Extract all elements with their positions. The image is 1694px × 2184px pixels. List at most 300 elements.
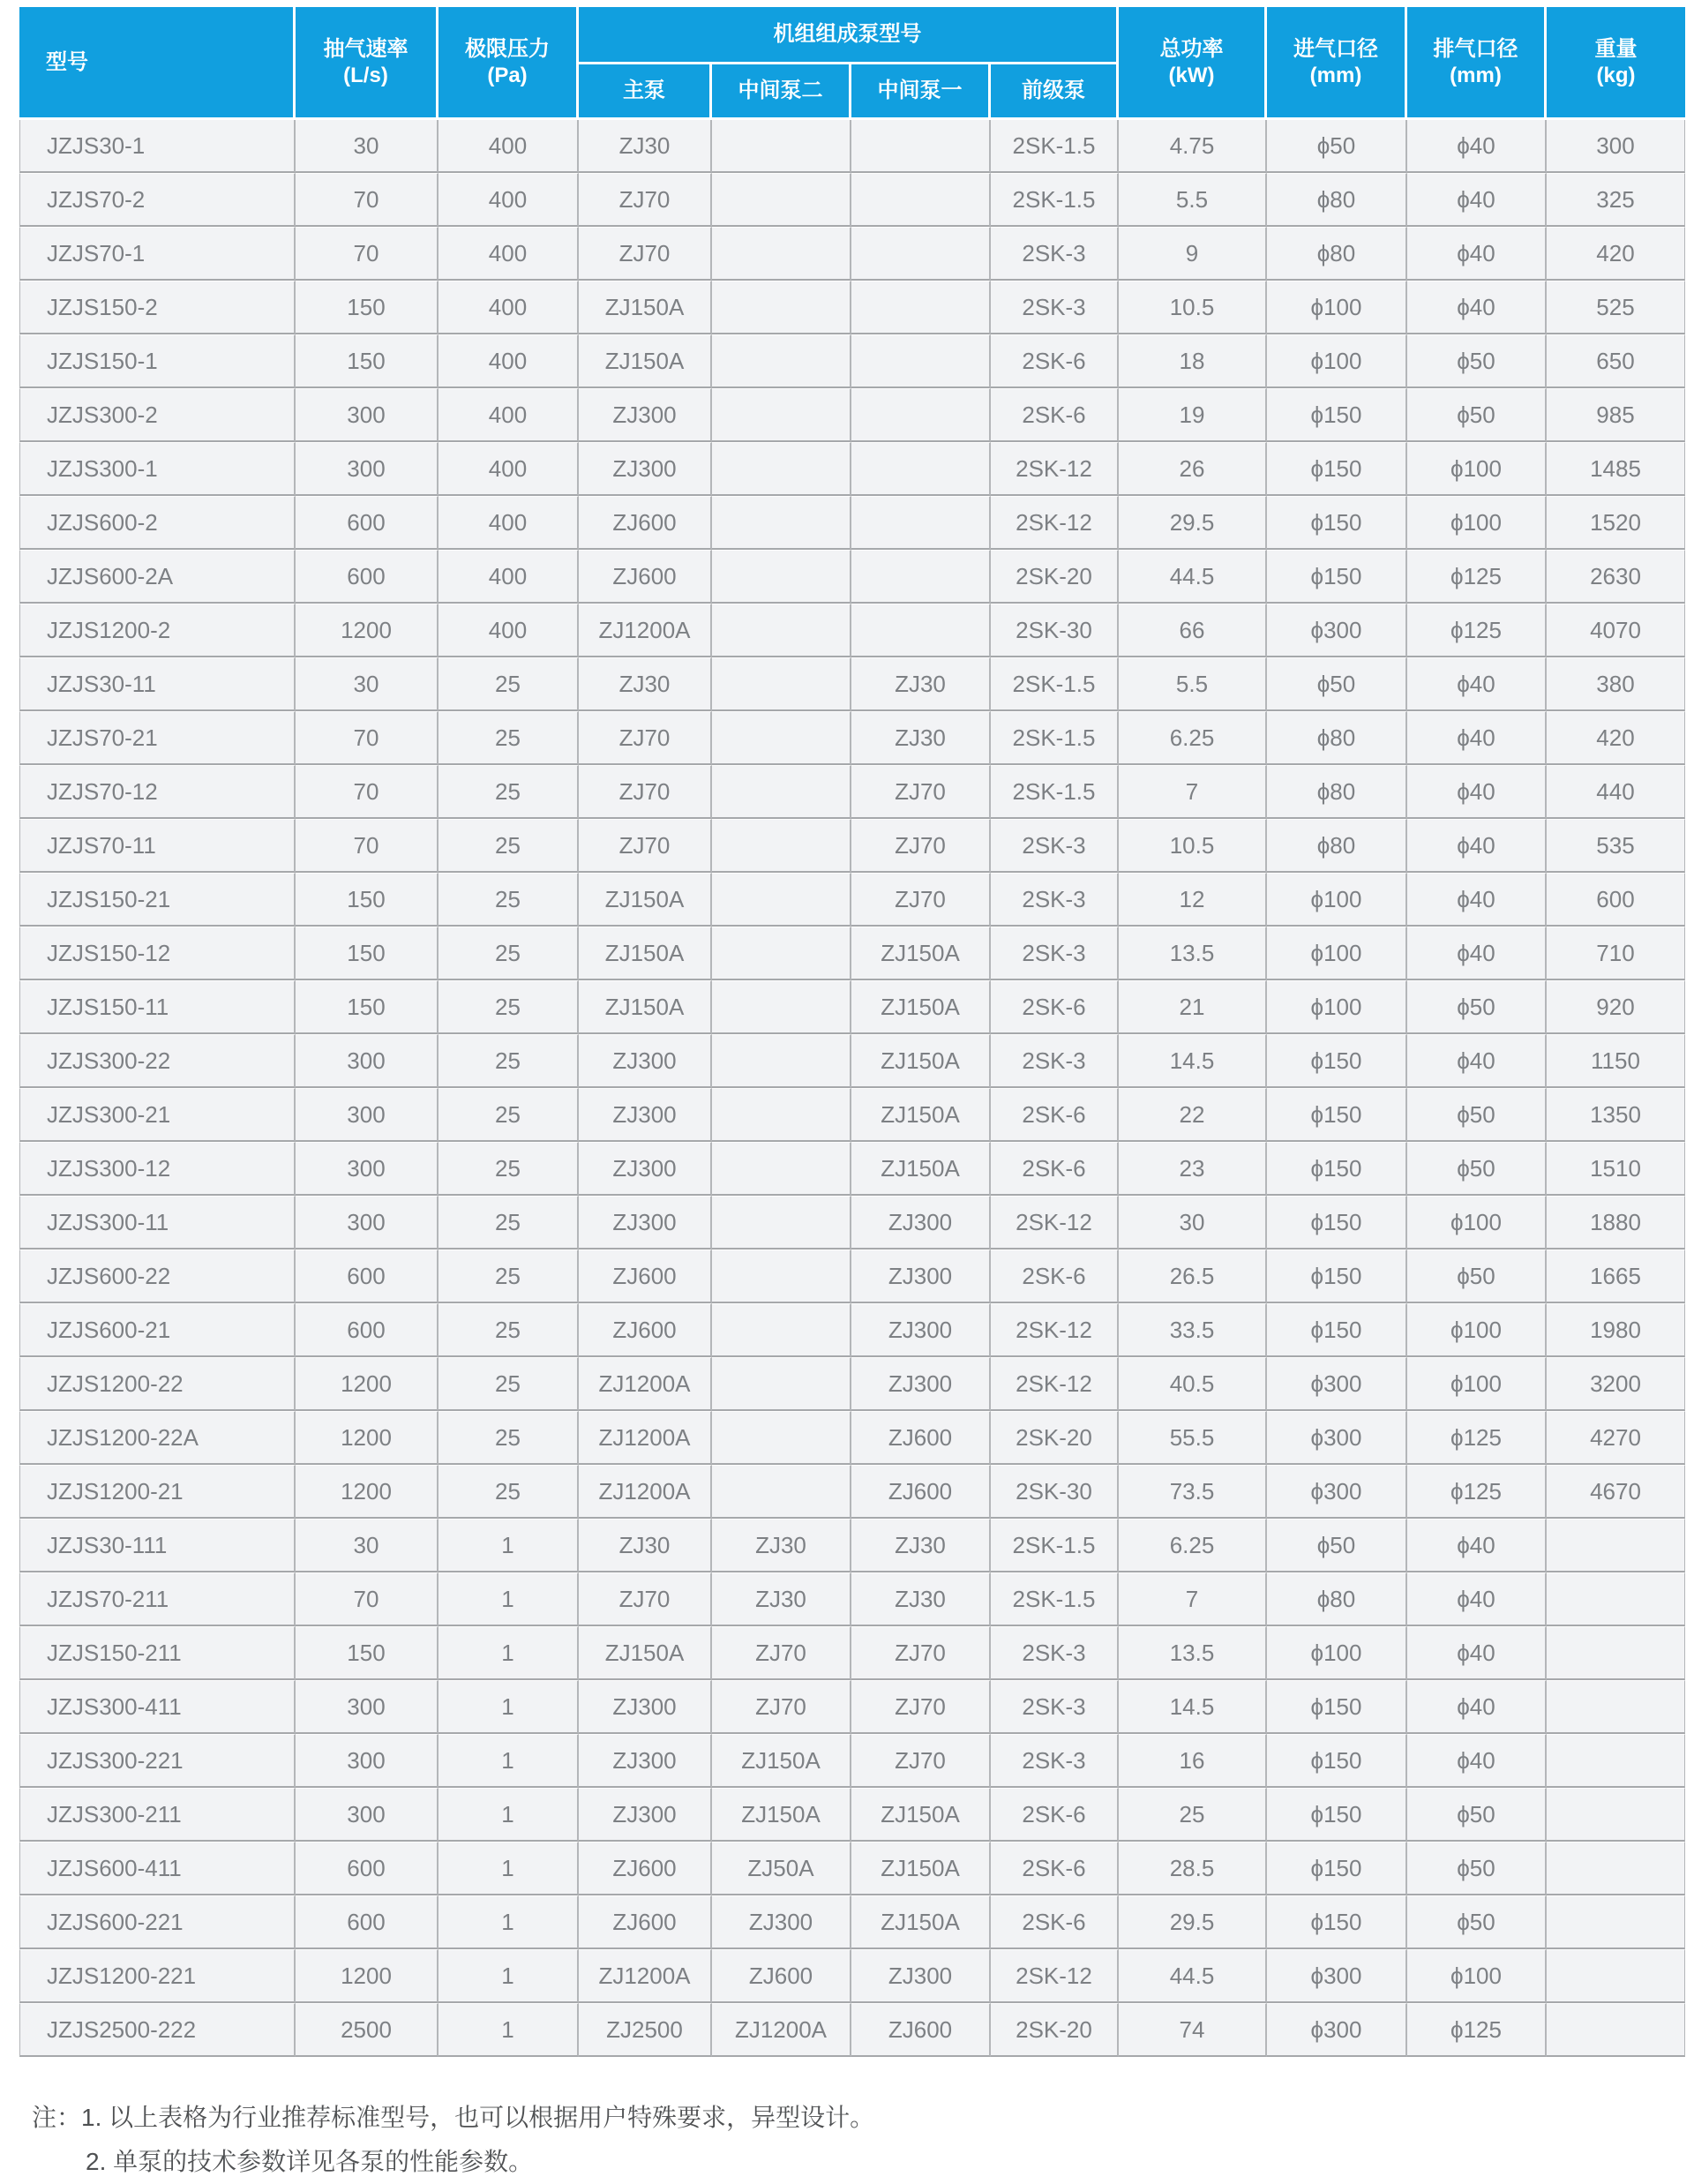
header-outlet-diameter-unit: (mm) <box>1450 63 1502 87</box>
header-inlet-diameter <box>1267 7 1407 120</box>
cell-main-pump: ZJ70 <box>579 819 712 873</box>
cell-pumping-speed: 150 <box>296 927 438 980</box>
cell-backing-pump: 2SK-3 <box>991 281 1119 334</box>
cell-ultimate-pressure: 25 <box>438 819 579 873</box>
cell-inlet-diameter: ϕ100 <box>1267 281 1407 334</box>
cell-main-pump: ZJ600 <box>579 1842 712 1895</box>
cell-middle-pump-2 <box>712 1357 851 1411</box>
table-row <box>19 1465 1685 1519</box>
cell-middle-pump-1: ZJ30 <box>851 657 991 711</box>
table-row <box>19 120 1685 173</box>
cell-backing-pump: 2SK-6 <box>991 980 1119 1034</box>
cell-main-pump: ZJ150A <box>579 281 712 334</box>
cell-weight: 1980 <box>1547 1303 1685 1357</box>
cell-main-pump: ZJ150A <box>579 873 712 927</box>
cell-ultimate-pressure: 400 <box>438 550 579 604</box>
cell-ultimate-pressure: 1 <box>438 2003 579 2057</box>
cell-backing-pump: 2SK-20 <box>991 1411 1119 1465</box>
cell-outlet-diameter: ϕ100 <box>1407 1196 1547 1250</box>
cell-model: JZJS300-12 <box>19 1142 296 1196</box>
cell-inlet-diameter: ϕ150 <box>1267 1734 1407 1788</box>
cell-middle-pump-2 <box>712 980 851 1034</box>
table-row <box>19 1250 1685 1303</box>
cell-model: JZJS70-2 <box>19 173 296 227</box>
cell-ultimate-pressure: 25 <box>438 711 579 765</box>
cell-backing-pump: 2SK-3 <box>991 227 1119 281</box>
cell-middle-pump-1: ZJ300 <box>851 1949 991 2003</box>
cell-middle-pump-2 <box>712 1303 851 1357</box>
cell-model: JZJS150-11 <box>19 980 296 1034</box>
cell-ultimate-pressure: 1 <box>438 1895 579 1949</box>
cell-weight <box>1547 1895 1685 1949</box>
cell-pumping-speed: 600 <box>296 1303 438 1357</box>
cell-pumping-speed: 150 <box>296 873 438 927</box>
cell-middle-pump-1 <box>851 550 991 604</box>
cell-model: JZJS2500-222 <box>19 2003 296 2057</box>
cell-backing-pump: 2SK-3 <box>991 1734 1119 1788</box>
table-row <box>19 1949 1685 2003</box>
cell-outlet-diameter: ϕ125 <box>1407 550 1547 604</box>
cell-weight: 1485 <box>1547 442 1685 496</box>
cell-outlet-diameter: ϕ40 <box>1407 281 1547 334</box>
cell-inlet-diameter: ϕ150 <box>1267 1142 1407 1196</box>
cell-middle-pump-2 <box>712 1088 851 1142</box>
cell-backing-pump: 2SK-3 <box>991 1680 1119 1734</box>
cell-pumping-speed: 70 <box>296 765 438 819</box>
cell-model: JZJS70-11 <box>19 819 296 873</box>
pump-spec-table <box>19 7 1685 2057</box>
cell-main-pump: ZJ150A <box>579 927 712 980</box>
cell-outlet-diameter: ϕ50 <box>1407 1895 1547 1949</box>
cell-total-power: 26.5 <box>1119 1250 1267 1303</box>
cell-weight: 440 <box>1547 765 1685 819</box>
table-row <box>19 227 1685 281</box>
cell-main-pump: ZJ300 <box>579 1088 712 1142</box>
cell-total-power: 5.5 <box>1119 173 1267 227</box>
cell-outlet-diameter: ϕ40 <box>1407 120 1547 173</box>
cell-main-pump: ZJ30 <box>579 120 712 173</box>
header-total-power-label: 总功率 <box>1159 36 1224 61</box>
cell-weight <box>1547 2003 1685 2057</box>
cell-model: JZJS1200-21 <box>19 1465 296 1519</box>
cell-pumping-speed: 300 <box>296 1680 438 1734</box>
header-backing-pump: 前级泵 <box>991 64 1119 120</box>
cell-model: JZJS600-21 <box>19 1303 296 1357</box>
table-row <box>19 496 1685 550</box>
cell-pumping-speed: 150 <box>296 334 438 388</box>
cell-weight <box>1547 1949 1685 2003</box>
cell-pumping-speed: 600 <box>296 1842 438 1895</box>
cell-outlet-diameter: ϕ50 <box>1407 1842 1547 1895</box>
cell-total-power: 9 <box>1119 227 1267 281</box>
cell-model: JZJS30-11 <box>19 657 296 711</box>
table-row <box>19 604 1685 657</box>
cell-pumping-speed: 1200 <box>296 604 438 657</box>
cell-pumping-speed: 30 <box>296 657 438 711</box>
cell-weight: 1665 <box>1547 1250 1685 1303</box>
cell-weight <box>1547 1519 1685 1572</box>
table-row <box>19 442 1685 496</box>
cell-middle-pump-2: ZJ150A <box>712 1788 851 1842</box>
cell-pumping-speed: 70 <box>296 173 438 227</box>
cell-inlet-diameter: ϕ80 <box>1267 765 1407 819</box>
cell-middle-pump-1: ZJ300 <box>851 1357 991 1411</box>
header-inlet-diameter-unit: (mm) <box>1309 63 1362 87</box>
cell-middle-pump-1: ZJ150A <box>851 980 991 1034</box>
cell-model: JZJS300-22 <box>19 1034 296 1088</box>
cell-total-power: 22 <box>1119 1088 1267 1142</box>
table-row <box>19 927 1685 980</box>
cell-inlet-diameter: ϕ150 <box>1267 1788 1407 1842</box>
table-row <box>19 1196 1685 1250</box>
cell-total-power: 6.25 <box>1119 711 1267 765</box>
cell-middle-pump-1: ZJ300 <box>851 1303 991 1357</box>
cell-middle-pump-1: ZJ30 <box>851 711 991 765</box>
cell-outlet-diameter: ϕ40 <box>1407 1572 1547 1626</box>
header-weight-label: 重量 <box>1594 36 1638 61</box>
cell-weight: 1880 <box>1547 1196 1685 1250</box>
cell-total-power: 16 <box>1119 1734 1267 1788</box>
cell-ultimate-pressure: 25 <box>438 1088 579 1142</box>
cell-middle-pump-2: ZJ600 <box>712 1949 851 2003</box>
cell-model: JZJS1200-221 <box>19 1949 296 2003</box>
cell-model: JZJS600-2 <box>19 496 296 550</box>
cell-weight: 920 <box>1547 980 1685 1034</box>
cell-middle-pump-2 <box>712 604 851 657</box>
cell-main-pump: ZJ70 <box>579 765 712 819</box>
cell-total-power: 14.5 <box>1119 1034 1267 1088</box>
cell-middle-pump-1: ZJ150A <box>851 1034 991 1088</box>
table-row <box>19 1411 1685 1465</box>
cell-middle-pump-2 <box>712 1034 851 1088</box>
cell-total-power: 33.5 <box>1119 1303 1267 1357</box>
cell-inlet-diameter: ϕ300 <box>1267 1949 1407 2003</box>
cell-outlet-diameter: ϕ40 <box>1407 711 1547 765</box>
cell-ultimate-pressure: 400 <box>438 496 579 550</box>
cell-weight: 1520 <box>1547 496 1685 550</box>
cell-ultimate-pressure: 25 <box>438 765 579 819</box>
cell-pumping-speed: 70 <box>296 1572 438 1626</box>
cell-weight: 380 <box>1547 657 1685 711</box>
cell-middle-pump-1: ZJ70 <box>851 765 991 819</box>
cell-outlet-diameter: ϕ50 <box>1407 1250 1547 1303</box>
cell-backing-pump: 2SK-30 <box>991 604 1119 657</box>
cell-pumping-speed: 30 <box>296 120 438 173</box>
cell-weight: 3200 <box>1547 1357 1685 1411</box>
header-weight-unit: (kg) <box>1596 63 1636 87</box>
cell-model: JZJS150-12 <box>19 927 296 980</box>
footnote-line-1 <box>32 2096 1685 2140</box>
table-row <box>19 1895 1685 1949</box>
cell-pumping-speed: 600 <box>296 1895 438 1949</box>
cell-inlet-diameter: ϕ80 <box>1267 819 1407 873</box>
cell-outlet-diameter: ϕ40 <box>1407 1680 1547 1734</box>
cell-main-pump: ZJ300 <box>579 1196 712 1250</box>
cell-model: JZJS70-21 <box>19 711 296 765</box>
table-row <box>19 1680 1685 1734</box>
cell-outlet-diameter: ϕ100 <box>1407 496 1547 550</box>
cell-main-pump: ZJ2500 <box>579 2003 712 2057</box>
cell-ultimate-pressure: 25 <box>438 1250 579 1303</box>
cell-weight <box>1547 1572 1685 1626</box>
cell-total-power: 25 <box>1119 1788 1267 1842</box>
cell-inlet-diameter: ϕ100 <box>1267 873 1407 927</box>
cell-weight: 2630 <box>1547 550 1685 604</box>
table-row <box>19 657 1685 711</box>
cell-middle-pump-2: ZJ1200A <box>712 2003 851 2057</box>
cell-main-pump: ZJ1200A <box>579 1465 712 1519</box>
cell-main-pump: ZJ1200A <box>579 1357 712 1411</box>
cell-middle-pump-2: ZJ300 <box>712 1895 851 1949</box>
cell-weight <box>1547 1734 1685 1788</box>
cell-main-pump: ZJ70 <box>579 173 712 227</box>
cell-outlet-diameter: ϕ40 <box>1407 927 1547 980</box>
cell-weight: 325 <box>1547 173 1685 227</box>
cell-weight: 525 <box>1547 281 1685 334</box>
cell-outlet-diameter: ϕ100 <box>1407 1303 1547 1357</box>
cell-ultimate-pressure: 1 <box>438 1842 579 1895</box>
table-row <box>19 819 1685 873</box>
cell-ultimate-pressure: 1 <box>438 1519 579 1572</box>
cell-model: JZJS600-2A <box>19 550 296 604</box>
cell-inlet-diameter: ϕ300 <box>1267 2003 1407 2057</box>
cell-main-pump: ZJ1200A <box>579 604 712 657</box>
cell-outlet-diameter: ϕ50 <box>1407 1788 1547 1842</box>
cell-outlet-diameter: ϕ40 <box>1407 1034 1547 1088</box>
cell-model: JZJS70-12 <box>19 765 296 819</box>
cell-pumping-speed: 150 <box>296 980 438 1034</box>
cell-main-pump: ZJ300 <box>579 388 712 442</box>
cell-model: JZJS150-1 <box>19 334 296 388</box>
cell-inlet-diameter: ϕ150 <box>1267 1250 1407 1303</box>
cell-main-pump: ZJ1200A <box>579 1411 712 1465</box>
table-row <box>19 1303 1685 1357</box>
cell-weight <box>1547 1842 1685 1895</box>
cell-main-pump: ZJ30 <box>579 657 712 711</box>
cell-outlet-diameter: ϕ40 <box>1407 173 1547 227</box>
table-row <box>19 2003 1685 2057</box>
cell-middle-pump-1 <box>851 388 991 442</box>
cell-total-power: 44.5 <box>1119 1949 1267 2003</box>
cell-total-power: 4.75 <box>1119 120 1267 173</box>
cell-backing-pump: 2SK-1.5 <box>991 657 1119 711</box>
cell-outlet-diameter: ϕ125 <box>1407 604 1547 657</box>
table-row <box>19 173 1685 227</box>
cell-middle-pump-1: ZJ150A <box>851 1842 991 1895</box>
cell-backing-pump: 2SK-6 <box>991 1895 1119 1949</box>
header-pumping-speed-unit: (L/s) <box>343 63 388 87</box>
cell-model: JZJS600-221 <box>19 1895 296 1949</box>
cell-middle-pump-2 <box>712 1465 851 1519</box>
header-ultimate-pressure-label: 极限压力 <box>465 36 550 61</box>
cell-inlet-diameter: ϕ150 <box>1267 1895 1407 1949</box>
cell-middle-pump-2 <box>712 819 851 873</box>
cell-total-power: 7 <box>1119 765 1267 819</box>
table-row <box>19 1034 1685 1088</box>
cell-middle-pump-2 <box>712 173 851 227</box>
cell-main-pump: ZJ70 <box>579 711 712 765</box>
cell-outlet-diameter: ϕ125 <box>1407 1465 1547 1519</box>
cell-model: JZJS600-22 <box>19 1250 296 1303</box>
cell-ultimate-pressure: 25 <box>438 1357 579 1411</box>
cell-backing-pump: 2SK-12 <box>991 1303 1119 1357</box>
cell-inlet-diameter: ϕ150 <box>1267 1196 1407 1250</box>
cell-total-power: 14.5 <box>1119 1680 1267 1734</box>
cell-pumping-speed: 1200 <box>296 1357 438 1411</box>
cell-middle-pump-1 <box>851 604 991 657</box>
cell-middle-pump-1: ZJ150A <box>851 1142 991 1196</box>
header-pump-group: 机组组成泵型号 <box>579 7 1119 64</box>
cell-model: JZJS600-411 <box>19 1842 296 1895</box>
cell-ultimate-pressure: 400 <box>438 281 579 334</box>
cell-model: JZJS1200-22A <box>19 1411 296 1465</box>
cell-inlet-diameter: ϕ80 <box>1267 711 1407 765</box>
cell-ultimate-pressure: 1 <box>438 1680 579 1734</box>
header-pumping-speed-label: 抽气速率 <box>323 36 409 61</box>
cell-model: JZJS70-211 <box>19 1572 296 1626</box>
cell-pumping-speed: 300 <box>296 1034 438 1088</box>
cell-inlet-diameter: ϕ150 <box>1267 1680 1407 1734</box>
cell-ultimate-pressure: 1 <box>438 1788 579 1842</box>
cell-pumping-speed: 600 <box>296 1250 438 1303</box>
cell-total-power: 40.5 <box>1119 1357 1267 1411</box>
table-row <box>19 1142 1685 1196</box>
cell-ultimate-pressure: 1 <box>438 1734 579 1788</box>
cell-pumping-speed: 600 <box>296 496 438 550</box>
cell-model: JZJS300-221 <box>19 1734 296 1788</box>
cell-inlet-diameter: ϕ100 <box>1267 927 1407 980</box>
cell-middle-pump-1 <box>851 496 991 550</box>
cell-ultimate-pressure: 25 <box>438 1465 579 1519</box>
cell-middle-pump-2 <box>712 765 851 819</box>
cell-outlet-diameter: ϕ100 <box>1407 442 1547 496</box>
cell-ultimate-pressure: 1 <box>438 1626 579 1680</box>
table-row <box>19 1572 1685 1626</box>
cell-backing-pump: 2SK-20 <box>991 2003 1119 2057</box>
cell-pumping-speed: 150 <box>296 1626 438 1680</box>
cell-pumping-speed: 300 <box>296 1788 438 1842</box>
cell-model: JZJS70-1 <box>19 227 296 281</box>
header-middle-pump-2: 中间泵二 <box>712 64 851 120</box>
cell-model: JZJS1200-2 <box>19 604 296 657</box>
cell-pumping-speed: 300 <box>296 442 438 496</box>
cell-main-pump: ZJ300 <box>579 442 712 496</box>
cell-backing-pump: 2SK-12 <box>991 1357 1119 1411</box>
cell-main-pump: ZJ600 <box>579 1250 712 1303</box>
header-total-power-unit: (kW) <box>1168 63 1215 87</box>
cell-middle-pump-2: ZJ50A <box>712 1842 851 1895</box>
cell-middle-pump-1: ZJ150A <box>851 1895 991 1949</box>
cell-middle-pump-1: ZJ70 <box>851 819 991 873</box>
table-row <box>19 1088 1685 1142</box>
cell-middle-pump-1 <box>851 120 991 173</box>
cell-main-pump: ZJ150A <box>579 334 712 388</box>
cell-pumping-speed: 30 <box>296 1519 438 1572</box>
cell-inlet-diameter: ϕ150 <box>1267 1842 1407 1895</box>
cell-middle-pump-2 <box>712 281 851 334</box>
spec-table-body <box>19 120 1685 2057</box>
cell-outlet-diameter: ϕ50 <box>1407 1142 1547 1196</box>
cell-main-pump: ZJ600 <box>579 550 712 604</box>
cell-middle-pump-2: ZJ30 <box>712 1519 851 1572</box>
cell-backing-pump: 2SK-1.5 <box>991 173 1119 227</box>
cell-main-pump: ZJ30 <box>579 1519 712 1572</box>
cell-weight: 1150 <box>1547 1034 1685 1088</box>
cell-ultimate-pressure: 400 <box>438 604 579 657</box>
cell-ultimate-pressure: 25 <box>438 657 579 711</box>
cell-outlet-diameter: ϕ50 <box>1407 980 1547 1034</box>
cell-middle-pump-1: ZJ150A <box>851 1788 991 1842</box>
cell-inlet-diameter: ϕ300 <box>1267 1465 1407 1519</box>
cell-pumping-speed: 300 <box>296 388 438 442</box>
cell-weight: 710 <box>1547 927 1685 980</box>
cell-main-pump: ZJ600 <box>579 1895 712 1949</box>
cell-backing-pump: 2SK-1.5 <box>991 120 1119 173</box>
footnotes <box>32 2096 1685 2184</box>
cell-ultimate-pressure: 25 <box>438 1034 579 1088</box>
cell-pumping-speed: 70 <box>296 711 438 765</box>
cell-backing-pump: 2SK-1.5 <box>991 1572 1119 1626</box>
cell-total-power: 21 <box>1119 980 1267 1034</box>
cell-middle-pump-2 <box>712 1250 851 1303</box>
cell-middle-pump-1: ZJ70 <box>851 1680 991 1734</box>
cell-main-pump: ZJ300 <box>579 1680 712 1734</box>
cell-middle-pump-1: ZJ70 <box>851 1734 991 1788</box>
cell-weight: 420 <box>1547 227 1685 281</box>
cell-middle-pump-1: ZJ600 <box>851 1411 991 1465</box>
cell-outlet-diameter: ϕ40 <box>1407 1626 1547 1680</box>
cell-outlet-diameter: ϕ50 <box>1407 388 1547 442</box>
cell-backing-pump: 2SK-1.5 <box>991 1519 1119 1572</box>
cell-middle-pump-2 <box>712 388 851 442</box>
cell-main-pump: ZJ300 <box>579 1034 712 1088</box>
header-model: 型号 <box>19 7 296 120</box>
table-row <box>19 1734 1685 1788</box>
cell-backing-pump: 2SK-6 <box>991 1142 1119 1196</box>
cell-backing-pump: 2SK-30 <box>991 1465 1119 1519</box>
cell-weight: 535 <box>1547 819 1685 873</box>
header-outlet-diameter <box>1407 7 1547 120</box>
table-row <box>19 281 1685 334</box>
cell-middle-pump-2: ZJ70 <box>712 1680 851 1734</box>
cell-pumping-speed: 1200 <box>296 1411 438 1465</box>
cell-outlet-diameter: ϕ50 <box>1407 1088 1547 1142</box>
cell-total-power: 28.5 <box>1119 1842 1267 1895</box>
cell-middle-pump-1 <box>851 442 991 496</box>
cell-middle-pump-2 <box>712 120 851 173</box>
cell-outlet-diameter: ϕ50 <box>1407 334 1547 388</box>
cell-ultimate-pressure: 25 <box>438 980 579 1034</box>
cell-ultimate-pressure: 1 <box>438 1949 579 2003</box>
cell-backing-pump: 2SK-12 <box>991 1949 1119 2003</box>
cell-weight: 4270 <box>1547 1411 1685 1465</box>
cell-total-power: 10.5 <box>1119 819 1267 873</box>
cell-inlet-diameter: ϕ300 <box>1267 1357 1407 1411</box>
cell-backing-pump: 2SK-3 <box>991 1626 1119 1680</box>
cell-outlet-diameter: ϕ100 <box>1407 1357 1547 1411</box>
cell-model: JZJS150-2 <box>19 281 296 334</box>
cell-weight: 300 <box>1547 120 1685 173</box>
cell-outlet-diameter: ϕ125 <box>1407 2003 1547 2057</box>
cell-middle-pump-2 <box>712 711 851 765</box>
cell-total-power: 13.5 <box>1119 1626 1267 1680</box>
cell-middle-pump-2: ZJ30 <box>712 1572 851 1626</box>
cell-middle-pump-1: ZJ30 <box>851 1519 991 1572</box>
header-weight <box>1547 7 1685 120</box>
cell-backing-pump: 2SK-6 <box>991 1088 1119 1142</box>
cell-outlet-diameter: ϕ40 <box>1407 1734 1547 1788</box>
cell-total-power: 26 <box>1119 442 1267 496</box>
